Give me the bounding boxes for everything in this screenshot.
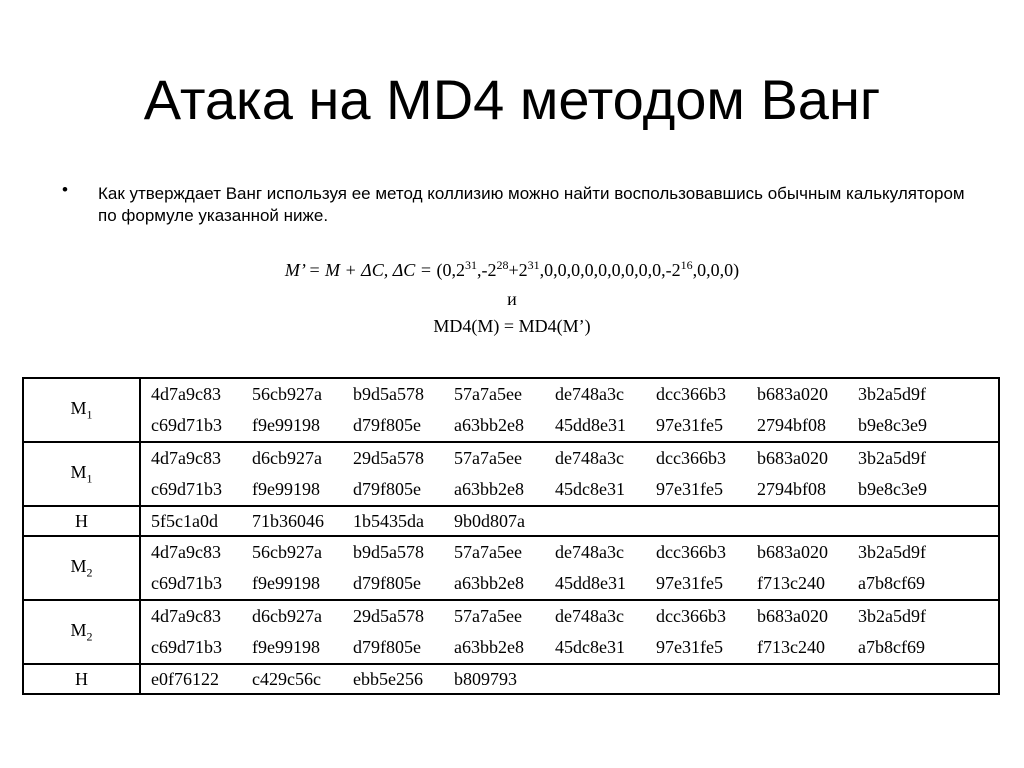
hex-word: f9e99198 — [252, 479, 320, 499]
hex-word: 57a7a5ee — [454, 606, 522, 626]
hex-word: f9e99198 — [252, 415, 320, 435]
hex-word: 45dd8e31 — [555, 573, 626, 593]
hex-word: dcc366b3 — [656, 542, 726, 562]
hex-word: 45dc8e31 — [555, 479, 625, 499]
row-label-text: M — [70, 555, 87, 576]
hex-word: c69d71b3 — [151, 637, 222, 657]
hex-word: 57a7a5ee — [454, 542, 522, 562]
hex-word: 3b2a5d9f — [858, 606, 926, 626]
hex-word: 71b36046 — [252, 510, 324, 531]
hex-word: 4d7a9c83 — [151, 606, 221, 626]
exponent: 16 — [680, 258, 693, 272]
hex-word: 29d5a578 — [353, 606, 424, 626]
hex-line — [141, 379, 998, 410]
row-values — [140, 600, 999, 664]
hex-word: b9d5a578 — [353, 384, 424, 404]
hex-word: 2794bf08 — [757, 415, 826, 435]
hex-word: d79f805e — [353, 479, 421, 499]
row-values — [140, 442, 999, 506]
hex-word: 3b2a5d9f — [858, 448, 926, 468]
hex-word: a63bb2e8 — [454, 479, 524, 499]
hex-word: c69d71b3 — [151, 479, 222, 499]
hex-word: d79f805e — [353, 415, 421, 435]
hex-line — [141, 665, 998, 693]
exponent: 31 — [464, 258, 477, 272]
hex-word: 56cb927a — [252, 384, 322, 404]
row-label — [23, 378, 140, 442]
hex-word: a63bb2e8 — [454, 637, 524, 657]
hex-word: 4d7a9c83 — [151, 384, 221, 404]
hex-word: b809793 — [454, 668, 517, 689]
hex-word: 97e31fe5 — [656, 637, 723, 657]
row-values — [140, 506, 999, 536]
hex-word: f9e99198 — [252, 637, 320, 657]
table-row — [23, 600, 999, 664]
row-label — [23, 536, 140, 600]
hex-line — [141, 474, 998, 505]
hex-word: 29d5a578 — [353, 448, 424, 468]
hex-word: f713c240 — [757, 637, 825, 657]
bullet-text: Как утверждает Ванг используя ее метод коллизию можно найти воспользовавшись обычным калькулятором по формуле указанной ниже. — [98, 184, 965, 225]
formula-and: и — [507, 289, 517, 309]
hex-line — [141, 568, 998, 599]
hex-word: 3b2a5d9f — [858, 542, 926, 562]
row-label-subscript: 2 — [86, 565, 93, 580]
row-label-text: M — [70, 397, 87, 418]
hex-word: ebb5e256 — [353, 668, 423, 689]
hex-word: a7b8cf69 — [858, 637, 925, 657]
row-label-text: H — [75, 668, 88, 689]
bullet-marker: • — [62, 180, 68, 199]
hex-word: c429c56c — [252, 668, 321, 689]
exponent: 28 — [496, 258, 509, 272]
table-row — [23, 536, 999, 600]
collision-table — [22, 377, 1000, 695]
hex-word: dcc366b3 — [656, 384, 726, 404]
hex-word: a63bb2e8 — [454, 415, 524, 435]
hex-word: c69d71b3 — [151, 415, 222, 435]
hex-word: c69d71b3 — [151, 573, 222, 593]
row-label — [23, 600, 140, 664]
hex-word: 45dc8e31 — [555, 637, 625, 657]
hex-word: 97e31fe5 — [656, 415, 723, 435]
hex-line — [141, 410, 998, 441]
hex-word: a7b8cf69 — [858, 573, 925, 593]
exponent: 31 — [527, 258, 540, 272]
row-label-text: M — [70, 619, 87, 640]
hex-word: de748a3c — [555, 542, 624, 562]
hex-word: 3b2a5d9f — [858, 384, 926, 404]
hex-word: b683a020 — [757, 606, 828, 626]
row-label — [23, 664, 140, 694]
hex-word: 4d7a9c83 — [151, 542, 221, 562]
row-label — [23, 442, 140, 506]
row-label-subscript: 1 — [86, 471, 93, 486]
hex-word: a63bb2e8 — [454, 573, 524, 593]
hex-word: 45dd8e31 — [555, 415, 626, 435]
hex-word: d79f805e — [353, 637, 421, 657]
row-label-text: M — [70, 461, 87, 482]
table-row — [23, 664, 999, 694]
hex-word: b9e8c3e9 — [858, 415, 927, 435]
hex-word: 2794bf08 — [757, 479, 826, 499]
hex-line — [141, 601, 998, 632]
row-label-subscript: 2 — [86, 629, 93, 644]
hex-word: 1b5435da — [353, 510, 424, 531]
hex-word: f9e99198 — [252, 573, 320, 593]
table-row — [23, 378, 999, 442]
formula-md4-equality: MD4(M) = MD4(M’) — [433, 316, 591, 336]
hex-word: b683a020 — [757, 542, 828, 562]
hex-word: 57a7a5ee — [454, 448, 522, 468]
hex-word: de748a3c — [555, 606, 624, 626]
hex-word: 97e31fe5 — [656, 479, 723, 499]
hex-word: b9d5a578 — [353, 542, 424, 562]
hex-word: de748a3c — [555, 384, 624, 404]
hex-word: d6cb927a — [252, 606, 322, 626]
table-row — [23, 442, 999, 506]
hex-word: dcc366b3 — [656, 448, 726, 468]
formula-sequence: $(0,2^{31},-2^{28}+2^{31},0,0,0,0,0,0,0,0,0,-2^{16},0,0,0)$ — [436, 258, 740, 280]
hex-word: 97e31fe5 — [656, 573, 723, 593]
hex-line — [141, 443, 998, 474]
row-values — [140, 536, 999, 600]
hex-line — [141, 507, 998, 535]
row-label — [23, 506, 140, 536]
hex-word: b9e8c3e9 — [858, 479, 927, 499]
hex-line — [141, 632, 998, 663]
formula-prefix: M’ = M + ΔC, ΔC = — [284, 260, 437, 280]
hex-word: 56cb927a — [252, 542, 322, 562]
hex-word: e0f76122 — [151, 668, 219, 689]
hex-word: 9b0d807a — [454, 510, 525, 531]
hex-word: d6cb927a — [252, 448, 322, 468]
formula-line-1 — [0, 258, 1024, 282]
hex-word: dcc366b3 — [656, 606, 726, 626]
row-label-text: H — [75, 510, 88, 531]
hex-word: 5f5c1a0d — [151, 510, 218, 531]
hex-word: 4d7a9c83 — [151, 448, 221, 468]
hex-line — [141, 537, 998, 568]
table-row — [23, 506, 999, 536]
hex-word: 57a7a5ee — [454, 384, 522, 404]
row-label-subscript: 1 — [86, 407, 93, 422]
hex-word: d79f805e — [353, 573, 421, 593]
hex-word: b683a020 — [757, 448, 828, 468]
hex-word: b683a020 — [757, 384, 828, 404]
hex-word: de748a3c — [555, 448, 624, 468]
slide-title: Атака на MD4 методом Ванг — [143, 68, 881, 131]
row-values — [140, 664, 999, 694]
hex-word: f713c240 — [757, 573, 825, 593]
row-values — [140, 378, 999, 442]
